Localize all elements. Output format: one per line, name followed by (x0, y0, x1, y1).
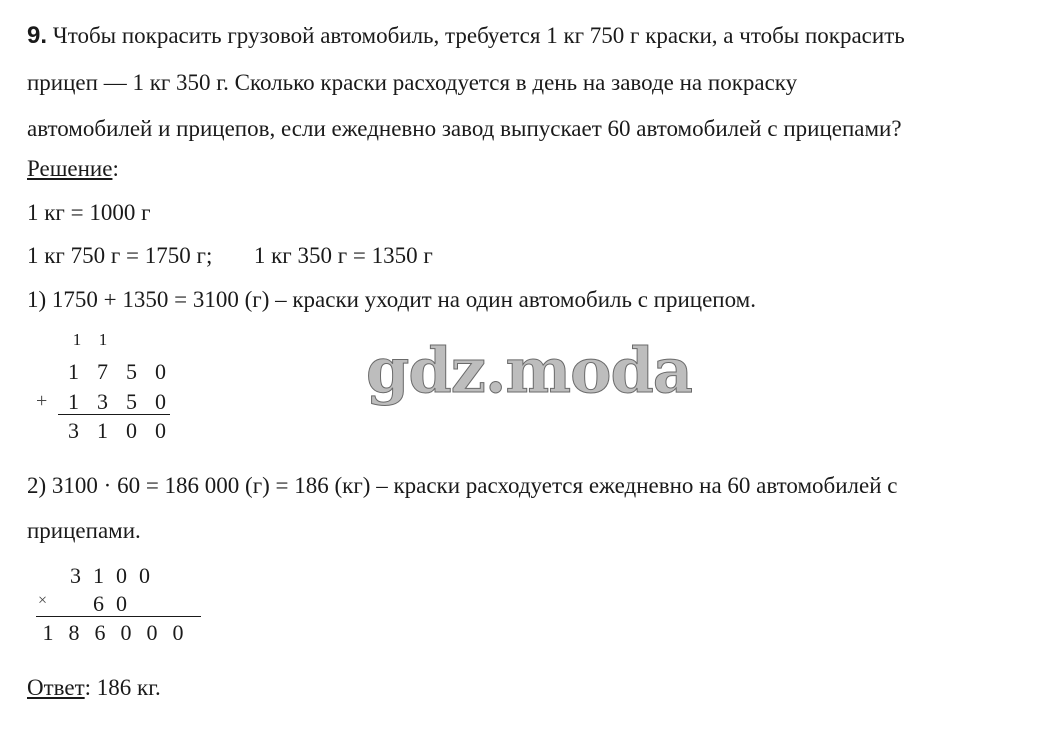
answer-label: Ответ (27, 675, 85, 700)
problem-text-2: прицеп — 1 кг 350 г. Сколько краски расходуется в день на заводе на покраску (27, 70, 798, 95)
digit: 5 (126, 389, 137, 414)
digit: 8 (68, 620, 80, 645)
digit: 1 (68, 359, 79, 384)
answer-value: : 186 кг. (84, 675, 161, 700)
addition-sign: + (36, 390, 48, 412)
solution-heading-label: Решение (27, 156, 113, 181)
digit: 0 (155, 359, 166, 384)
multiplication-rule (36, 616, 201, 617)
digit: 0 (116, 563, 127, 588)
addition-carry (64, 330, 116, 350)
conversion-line-1: 1 кг = 1000 г (27, 200, 151, 225)
digit: 0 (155, 418, 166, 443)
digit: 0 (120, 620, 132, 645)
problem-number: 9. (27, 22, 48, 49)
step-2-line-2: прицепами. (27, 518, 141, 543)
digit: 0 (172, 620, 184, 645)
digit: 1 (42, 620, 54, 645)
solution-heading (27, 156, 119, 182)
step-2-line-1: 2) 3100 · 60 = 186 000 (г) = 186 (кг) – краски расходуется ежедневно на 60 автомобилей с (27, 473, 898, 498)
step-1: 1) 1750 + 1350 = 3100 (г) – краски уходит на один автомобиль с прицепом. (27, 287, 756, 312)
digit: 0 (116, 591, 127, 616)
digit: 5 (126, 359, 137, 384)
digit: 3 (68, 418, 79, 443)
conversion-line-2 (27, 243, 433, 269)
multiplication-sign: × (38, 592, 48, 609)
carry-digit: 1 (72, 330, 82, 349)
digit: 0 (155, 389, 166, 414)
digit: 1 (97, 418, 108, 443)
answer (27, 675, 161, 701)
addition-row-1 (59, 359, 175, 385)
digit: 7 (97, 359, 108, 384)
digit: 3 (70, 563, 81, 588)
digit: 6 (94, 620, 106, 645)
multiplication-row-1 (64, 563, 156, 589)
addition-row-2 (59, 389, 175, 415)
digit: 0 (139, 563, 150, 588)
digit: 1 (93, 563, 104, 588)
problem-text-3: автомобилей и прицепов, если ежедневно завод выпускает 60 автомобилей с прицепами? (27, 116, 902, 141)
conversion-truck: 1 кг 750 г = 1750 г; (27, 243, 213, 268)
multiplication-result (35, 620, 191, 646)
addition-rule (58, 414, 170, 415)
digit: 0 (126, 418, 137, 443)
problem-text-1: Чтобы покрасить грузовой автомобиль, требуется 1 кг 750 г краски, а чтобы покрасить (52, 23, 905, 48)
watermark-logo: gdz.moda (366, 334, 692, 407)
addition-result (59, 418, 175, 444)
digit: 6 (93, 591, 104, 616)
digit: 0 (146, 620, 158, 645)
solution-heading-colon: : (112, 156, 119, 181)
digit: 3 (97, 389, 108, 414)
conversion-trailer: 1 кг 350 г = 1350 г (253, 243, 433, 268)
problem-line-1 (27, 22, 905, 50)
digit: 1 (68, 389, 79, 414)
carry-digit: 1 (98, 330, 108, 349)
multiplication-row-2 (87, 591, 133, 617)
